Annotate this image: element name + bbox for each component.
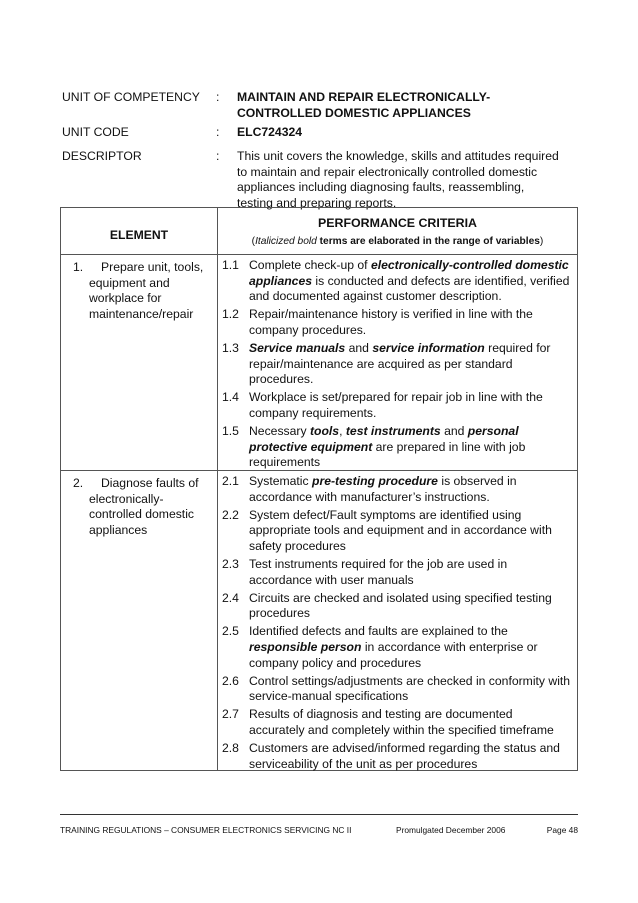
criterion-number: 1.4 [222,390,239,405]
criterion-text-run: is observed in accordance with manufacturer’s instructions. [249,474,517,504]
element-header: ELEMENT [109,228,169,242]
element-cell [61,255,218,471]
footer-date: Promulgated December 2006 [396,825,506,835]
criterion-text [249,390,571,421]
criterion-text-run: System defect/Fault symptoms are identified using appropriate tools and equipment and in accordance with safety procedures [249,507,552,553]
unit-code-value: ELC724324 [237,125,303,139]
criterion-text-run: Systematic [249,474,312,488]
criteria-cell [218,471,578,771]
criterion-text [249,258,571,305]
unit-of-competency-label: UNIT OF COMPETENCY [62,90,200,104]
criterion-item [222,424,571,471]
criterion-item [222,741,571,772]
element-text: Diagnose faults of electronically-controlled domestic appliances [89,476,199,537]
criterion-item [222,474,571,505]
range-variable-term: electronically-controlled domestic appliances [249,258,569,288]
descriptor-value: This unit covers the knowledge, skills and attitudes required to maintain and repair electronically controlled domestic appliances including diagnosing faults, reassembling, testing and preparing reports. [237,149,559,210]
range-variable-term: personal protective equipment [249,423,519,454]
criterion-item [222,508,571,555]
criterion-text-run: are prepared in line with job requirements [249,439,526,470]
criterion-text [249,474,571,505]
table-row [61,471,578,771]
criterion-text-run: Customers are advised/informed regarding the status and serviceability of the unit as per procedures [249,741,560,771]
criterion-item [222,557,571,588]
criterion-text-run: Necessary [249,423,310,438]
element-number: 1. [73,260,84,274]
unit-code-row [62,125,582,141]
criterion-text [249,591,571,622]
criterion-number: 2.5 [222,624,239,639]
criteria-note-rest: terms are elaborated in the range of variables [319,236,540,247]
criterion-item [222,341,571,388]
element-text: Prepare unit, tools, equipment and workplace for maintenance/repair [89,260,204,321]
criteria-cell [218,255,578,471]
criterion-text-run: , [339,423,346,438]
criterion-number: 1.3 [222,340,239,355]
criteria-list [218,255,577,470]
criteria-note: (Italicized bold terms are elaborated in the range of variables) [251,236,544,247]
unit-code-label: UNIT CODE [62,125,129,139]
criteria-list [218,471,577,770]
footer-title: TRAINING REGULATIONS – CONSUMER ELECTRONICS SERVICING NC II [60,825,352,835]
criterion-text [249,424,571,471]
criterion-item [222,624,571,671]
criterion-number: 1.2 [222,307,239,322]
criterion-text-run: in accordance with enterprise or company policy and procedures [249,639,538,670]
descriptor-label: DESCRIPTOR [62,149,142,163]
criterion-number: 1.5 [222,423,239,438]
criterion-text-run: Complete check-up of [249,258,371,272]
criterion-item [222,707,571,738]
criterion-text [249,741,571,772]
descriptor-row [62,149,582,211]
criteria-header: PERFORMANCE CRITERIA [317,216,477,230]
criterion-number: 2.7 [222,707,239,722]
element-number: 2. [73,476,84,490]
table-header-row [61,208,578,255]
criterion-text-run: and [345,340,373,355]
colon: : [216,149,220,163]
criterion-text-run: and [440,423,468,438]
criterion-text-run: Workplace is set/prepared for repair job in line with the company requirements. [249,390,543,420]
criterion-text-run: Circuits are checked and isolated using specified testing procedures [249,590,552,621]
table-row [61,255,578,471]
criterion-item [222,258,571,305]
unit-of-competency-title [237,90,582,121]
colon: : [216,125,220,139]
criterion-item [222,591,571,622]
title-line-2: CONTROLLED DOMESTIC APPLIANCES [237,105,471,120]
criterion-item [222,674,571,705]
range-variable-term: test instruments [345,423,441,438]
unit-header [62,90,582,121]
criterion-number: 2.1 [222,474,239,488]
criterion-text [249,557,571,588]
criterion-text [249,341,571,388]
unit-of-competency-row [62,90,582,121]
colon: : [216,90,220,104]
criterion-text-run: Control settings/adjustments are checked in conformity with service-manual specifications [249,673,571,704]
range-variable-term: Service manuals [249,340,346,355]
range-variable-term: tools [309,423,340,438]
criteria-note-italic: Italicized bold [255,236,317,247]
range-variable-term: responsible person [249,639,362,654]
criterion-text-run: Repair/maintenance history is verified in line with the company procedures. [249,307,533,337]
criterion-text [249,307,571,338]
range-variable-term: service information [372,340,485,355]
criterion-text-run: required for repair/maintenance are acquired as per standard procedures. [249,340,551,387]
criterion-text-run: Results of diagnosis and testing are documented accurately and completely within the specified timeframe [249,707,554,737]
criterion-text [249,508,571,555]
criterion-text-run: is conducted and defects are identified, verified and documented against customer description. [249,273,570,304]
competency-table [60,207,578,771]
element-header-cell [61,208,218,255]
criterion-number: 2.4 [222,590,239,605]
criterion-number: 2.2 [222,507,239,522]
criterion-number: 2.3 [222,556,239,571]
title-line-1: MAINTAIN AND REPAIR ELECTRONICALLY- [237,90,491,104]
range-variable-term: pre-testing procedure [312,474,438,488]
criterion-item [222,390,571,421]
criterion-number: 1.1 [222,258,239,272]
criteria-header-cell [218,208,578,255]
element-cell [61,471,218,771]
criterion-text-run: Identified defects and faults are explained to the [249,624,508,639]
criterion-number: 2.6 [222,673,239,688]
criterion-number: 2.8 [222,741,239,755]
criterion-text [249,707,571,738]
criterion-item [222,307,571,338]
page-number: Page 48 [546,825,578,835]
criterion-text-run: Test instruments required for the job are used in accordance with user manuals [249,556,508,587]
criterion-text [249,624,571,671]
criterion-text [249,674,571,705]
footer-rule [60,814,578,815]
